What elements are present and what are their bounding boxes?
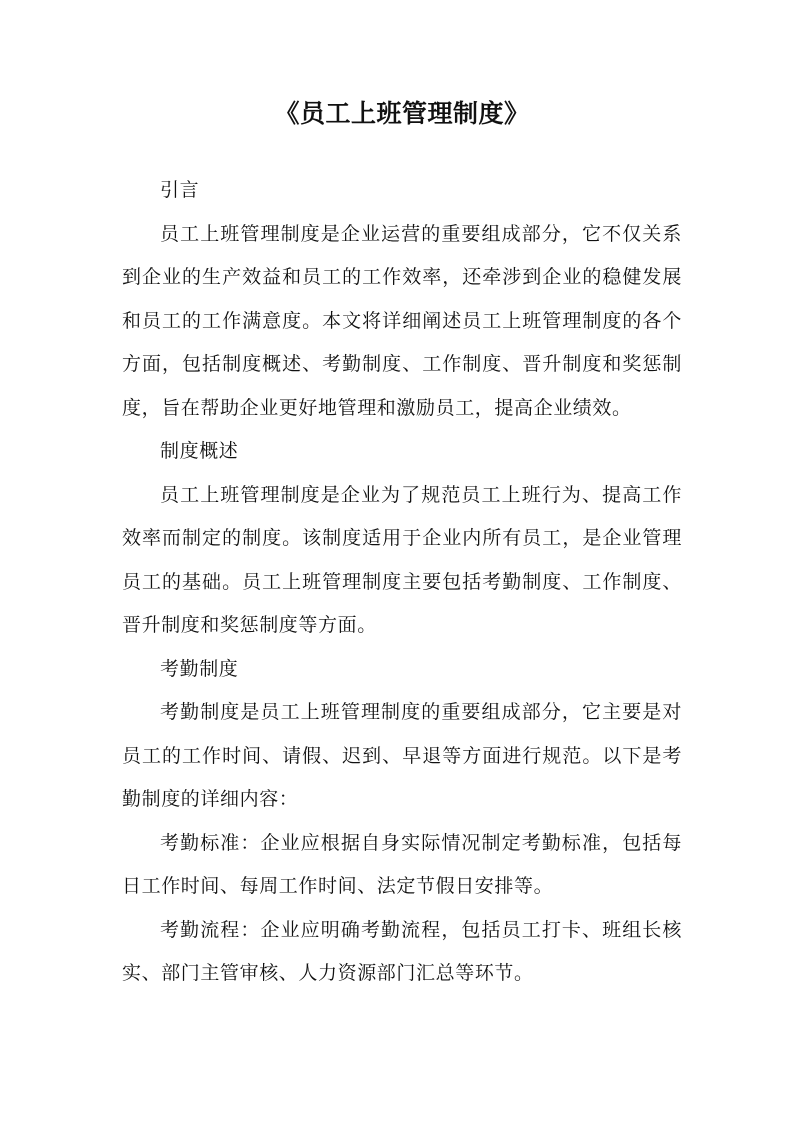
section-heading-overview: 制度概述: [160, 440, 239, 462]
section-heading-intro: 引言: [160, 179, 200, 201]
document-title: 《员工上班管理制度》: [274, 99, 530, 128]
paragraph-overview: 员工上班管理制度是企业为了规范员工上班行为、提高工作效率而制定的制度。该制度适用于企业内所有员工，是企业管理员工的基础。员工上班管理制度主要包括考勤制度、工作制度、晋升制度和奖惩制度等方面。: [122, 483, 682, 636]
paragraph-attendance-standard: 考勤标准：企业应根据自身实际情况制定考勤标准，包括每日工作时间、每周工作时间、法定节假日安排等。: [122, 831, 682, 897]
paragraph-attendance: 考勤制度是员工上班管理制度的重要组成部分，它主要是对员工的工作时间、请假、迟到、早退等方面进行规范。以下是考勤制度的详细内容：: [122, 701, 682, 810]
section-heading-attendance: 考勤制度: [160, 657, 239, 680]
paragraph-intro: 员工上班管理制度是企业运营的重要组成部分，它不仅关系到企业的生产效益和员工的工作效率，还牵涉到企业的稳健发展和员工的工作满意度。本文将详细阐述员工上班管理制度的各个方面，包括制度概述、考勤制度、工作制度、晋升制度和奖惩制度，旨在帮助企业更好地管理和激励员工，提高企业绩效。: [122, 222, 682, 419]
paragraph-attendance-process: 考勤流程：企业应明确考勤流程，包括员工打卡、班组长核实、部门主管审核、人力资源部门汇总等环节。: [122, 918, 682, 984]
document-body: [122, 169, 682, 996]
